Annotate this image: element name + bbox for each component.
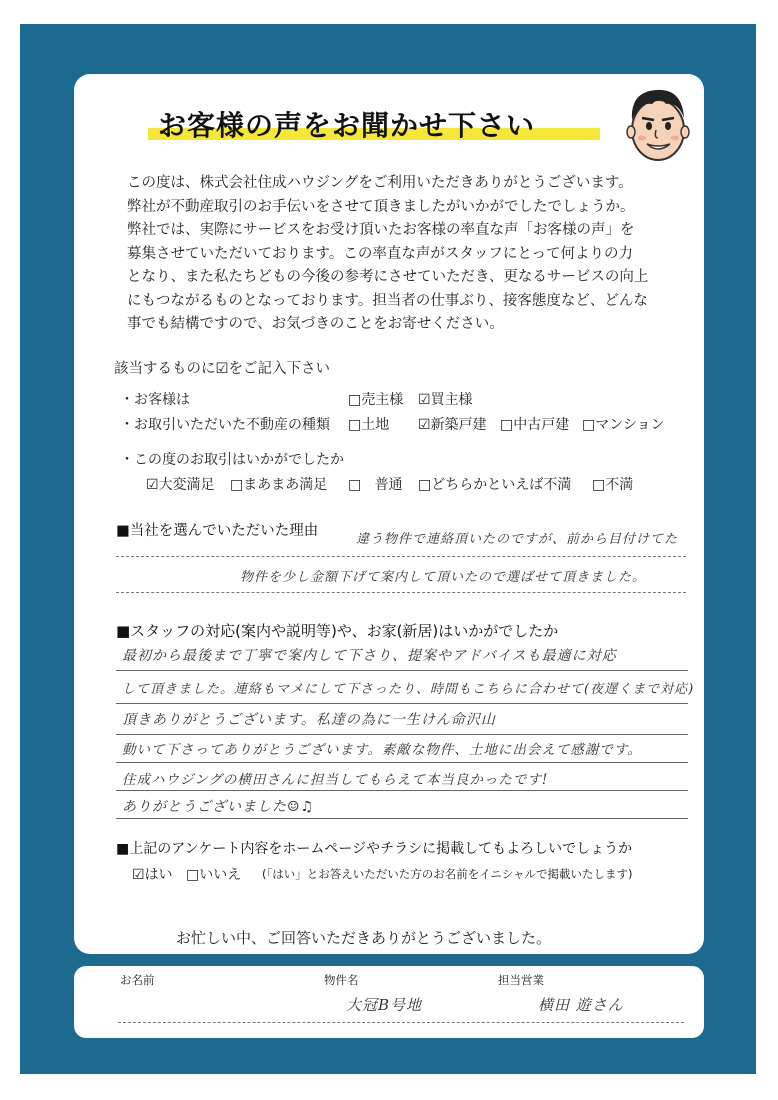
reason-heading: ■当社を選んでいただいた理由 bbox=[116, 523, 319, 539]
property-type-label: ・お取引いただいた不動産の種類 bbox=[120, 417, 330, 433]
name-label: お名前 bbox=[120, 973, 155, 987]
checkbox-land[interactable]: □ 土地 bbox=[348, 414, 389, 434]
answer-underline bbox=[116, 734, 688, 735]
checkbox-new-house[interactable]: ☑ 新築戸建 bbox=[418, 414, 487, 434]
staff-answer-line: 頂きありがとうございます。私達の為に一生けん命沢山 bbox=[122, 712, 496, 728]
footer-divider bbox=[118, 1022, 684, 1023]
checkbox-checked-icon[interactable] bbox=[146, 477, 159, 493]
checkbox-buyer[interactable]: ☑ 買主様 bbox=[418, 389, 473, 409]
checkbox-somewhat-unsatisfied[interactable]: □ どちらかといえば不満 bbox=[418, 474, 571, 494]
checkbox-publish-yes[interactable]: ☑ はい bbox=[132, 864, 173, 884]
checkbox-icon[interactable] bbox=[348, 392, 361, 408]
checkbox-icon[interactable] bbox=[418, 477, 431, 493]
checkbox-used-house[interactable]: □ 中古戸建 bbox=[500, 414, 569, 434]
checkbox-icon[interactable] bbox=[592, 477, 605, 493]
reason-answer-line: 違う物件で連絡頂いたのですが、前から目付けてた bbox=[356, 532, 679, 547]
staff-answer-line: 動いて下さってありがとうございます。素敵な物件、土地に出会えて感謝です。 bbox=[122, 742, 642, 758]
checkbox-seller[interactable]: □ 売主様 bbox=[348, 389, 403, 409]
intro-line: にもつながるものとなっております。担当者の仕事ぶり、接客態度など、どんな bbox=[127, 292, 648, 309]
checklist-instruction: 該当するものに☑をご記入下さい bbox=[114, 361, 330, 377]
checkbox-unsatisfied[interactable]: □ 不満 bbox=[592, 474, 633, 494]
reason-answer-line: 物件を少し金額下げて案内して頂いたので選ばせて頂きました。 bbox=[240, 570, 647, 585]
intro-line: となり、また私たちどもの今後の参考にさせていただき、更なるサービスの向上 bbox=[127, 269, 649, 285]
checkbox-mansion[interactable]: □ マンション bbox=[582, 414, 665, 434]
checkbox-normal[interactable]: □ 普通 bbox=[348, 474, 403, 494]
property-label: 物件名 bbox=[324, 973, 359, 987]
property-value: 大冠B号地 bbox=[346, 996, 423, 1014]
satisfaction-label: ・この度のお取引はいかがでしたか bbox=[120, 452, 344, 468]
staff-heading: ■スタッフの対応(案内や説明等)や、お家(新居)はいかがでしたか bbox=[116, 622, 559, 640]
checkbox-icon[interactable] bbox=[582, 417, 595, 433]
checkbox-checked-icon[interactable] bbox=[132, 867, 145, 883]
checkbox-icon[interactable] bbox=[348, 417, 361, 433]
intro-line: 事でも結構ですので、お気づきのことをお寄せください。 bbox=[127, 316, 504, 332]
thanks-message: お忙しい中、ご回答いただきありがとうございました。 bbox=[176, 929, 552, 947]
sales-label: 担当営業 bbox=[498, 973, 544, 987]
mascot-face-icon bbox=[620, 80, 696, 166]
checkbox-icon[interactable] bbox=[186, 867, 199, 883]
intro-text bbox=[127, 172, 648, 337]
intro-line: 募集させていただいております。この率直な声がスタッフにとって何よりの力 bbox=[127, 245, 634, 262]
staff-answer-line: 住成ハウジングの横田さんに担当してもらえて本当良かったです! bbox=[122, 772, 549, 788]
intro-line: 弊社が不動産取引のお手伝いをさせて頂きましたがいかがでしたでしょうか。 bbox=[127, 198, 635, 215]
answer-underline bbox=[116, 818, 688, 819]
publish-note: (「はい」とお答えいただいた方のお名前をイニシャルで掲載いたします) bbox=[262, 867, 633, 881]
divider bbox=[116, 556, 686, 557]
customer-type-label: ・お客様は bbox=[120, 392, 190, 408]
checkbox-checked-icon[interactable] bbox=[418, 392, 431, 408]
page-title: お客様の声をお聞かせ下さい bbox=[158, 109, 536, 142]
intro-line: 弊社では、実際にサービスをお受け頂いたお客様の率直な声「お客様の声」を bbox=[127, 222, 635, 238]
checkbox-icon[interactable] bbox=[230, 477, 243, 493]
checkbox-fairly-satisfied[interactable]: □ まあまあ満足 bbox=[230, 474, 327, 494]
checkbox-publish-no[interactable]: □ いいえ bbox=[186, 864, 241, 884]
staff-answer-line: して頂きました。連絡もマメにして下さったり、時間もこちらに合わせて(夜遅くまで対応) bbox=[122, 682, 695, 697]
publish-heading: ■上記のアンケート内容をホームページやチラシに掲載してもよろしいでしょうか bbox=[116, 841, 633, 857]
answer-underline bbox=[116, 762, 688, 763]
answer-underline bbox=[116, 670, 688, 671]
staff-answer-line: ありがとうございました☺♫ bbox=[122, 799, 315, 815]
checkbox-icon[interactable] bbox=[500, 417, 513, 433]
staff-answer-line: 最初から最後まで丁寧で案内して下さり、提案やアドバイスも最適に対応 bbox=[122, 648, 617, 664]
answer-underline bbox=[116, 703, 688, 704]
checkbox-very-satisfied[interactable]: ☑ 大変満足 bbox=[146, 474, 215, 494]
intro-line: この度は、株式会社住成ハウジングをご利用いただきありがとうございます。 bbox=[127, 175, 633, 191]
sales-value: 横田 遊さん bbox=[538, 996, 624, 1014]
checkbox-checked-icon[interactable] bbox=[418, 417, 431, 433]
checkbox-icon[interactable] bbox=[348, 477, 361, 493]
divider bbox=[116, 592, 686, 593]
answer-underline bbox=[116, 790, 688, 791]
